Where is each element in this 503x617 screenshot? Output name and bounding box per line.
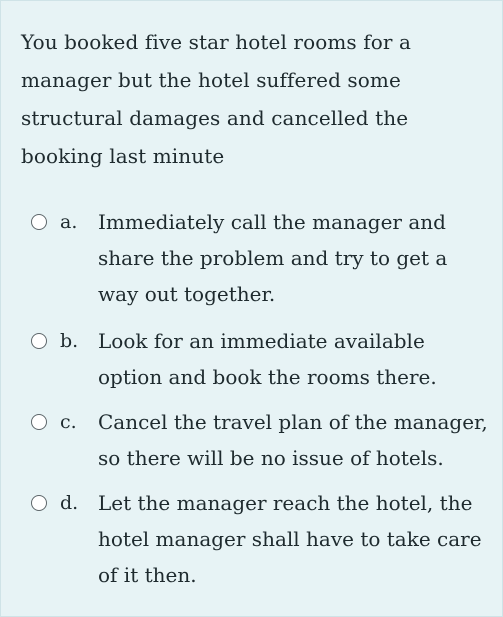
option-text-a[interactable]: Immediately call the manager and share the problem and try to get a way out together. xyxy=(98,210,448,306)
question-text: You booked five star hotel rooms for a manager but the hotel suffered some structural damages and cancelled the booking last minute xyxy=(21,30,412,168)
option-letter-d: d. xyxy=(60,492,79,514)
answer-option-b[interactable] xyxy=(31,323,496,395)
radio-button-b[interactable] xyxy=(31,333,47,349)
option-letter-a: a. xyxy=(60,211,78,233)
answer-option-d[interactable] xyxy=(31,485,496,593)
option-text-c[interactable]: Cancel the travel plan of the manager, so there will be no issue of hotels. xyxy=(98,410,488,470)
radio-button-c[interactable] xyxy=(31,414,47,430)
radio-button-a[interactable] xyxy=(31,214,47,230)
option-text-d[interactable]: Let the manager reach the hotel, the hotel manager shall have to take care of it then. xyxy=(98,491,482,587)
radio-button-d[interactable] xyxy=(31,495,47,511)
answer-option-c[interactable] xyxy=(31,404,496,476)
option-letter-c: c. xyxy=(60,411,77,433)
option-text-b[interactable]: Look for an immediate available option and book the rooms there. xyxy=(98,329,437,389)
option-letter-b: b. xyxy=(60,330,79,352)
answer-option-a[interactable] xyxy=(31,204,496,312)
